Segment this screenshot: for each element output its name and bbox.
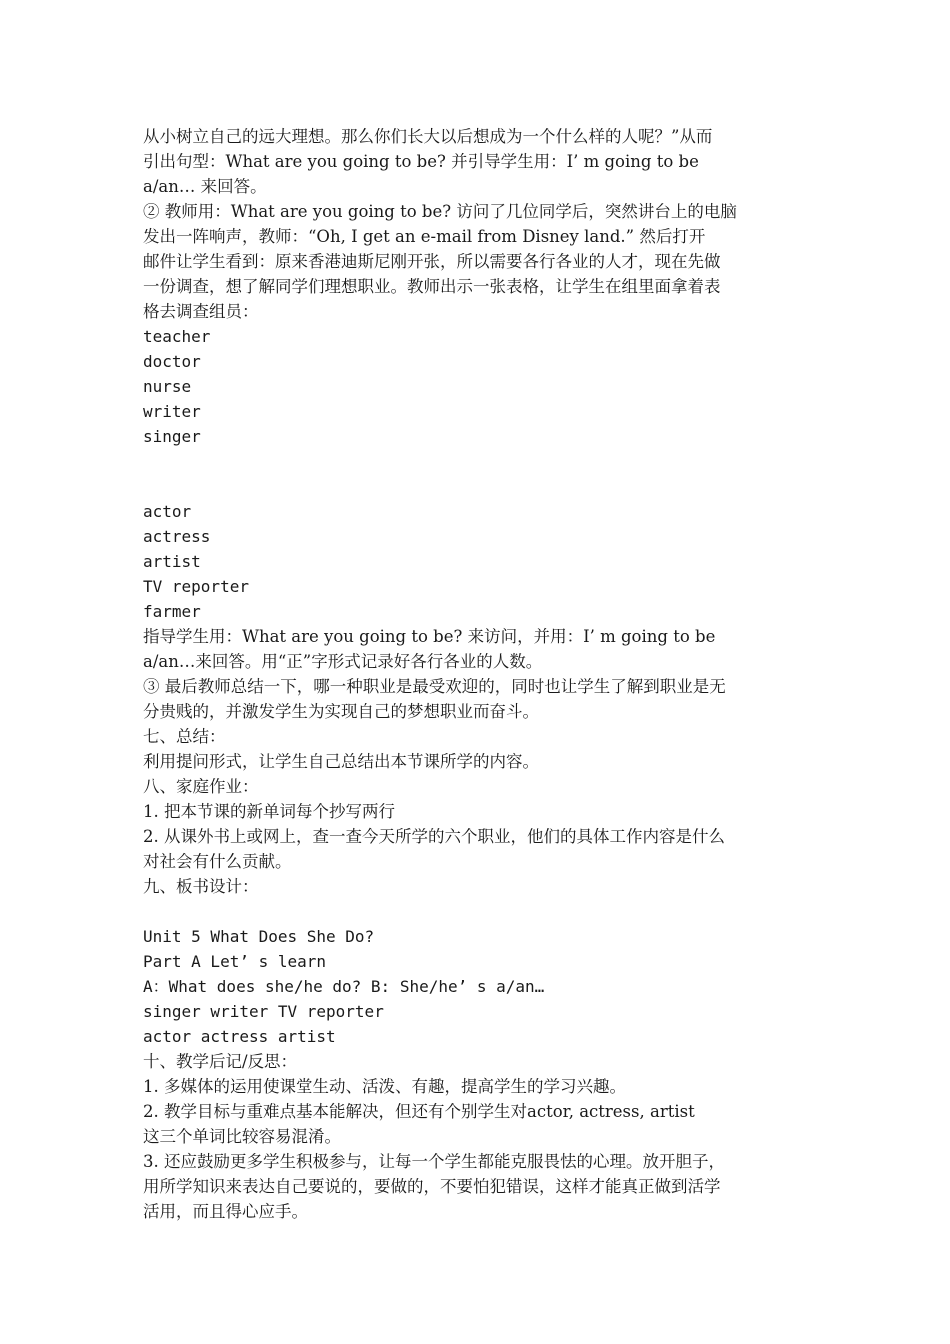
body-line: 利用提问形式，让学生自己总结出本节课所学的内容。 bbox=[143, 752, 539, 771]
section-heading-reflection: 十、教学后记/反思： bbox=[143, 1052, 298, 1071]
job-item: writer bbox=[143, 402, 201, 421]
intro-line: 引出句型：What are you going to be? 并引导学生用：I’ m going to be bbox=[143, 152, 699, 171]
intro-section bbox=[143, 124, 811, 324]
board-line: singer writer TV reporter bbox=[143, 1002, 384, 1021]
intro-line: 发出一阵响声，教师：“Oh, I get an e-mail from Disney land.” 然后打开 bbox=[143, 227, 706, 246]
job-item: farmer bbox=[143, 602, 201, 621]
body-line: 分贵贱的，并激发学生为实现自己的梦想职业而奋斗。 bbox=[143, 702, 539, 721]
reflection-item: 3. 还应鼓励更多学生积极参与，让每一个学生都能克服畏怯的心理。放开胆子， bbox=[143, 1152, 725, 1171]
body-line: ③ 最后教师总结一下，哪一种职业是最受欢迎的，同时也让学生了解到职业是无 bbox=[143, 677, 726, 696]
job-list-1 bbox=[143, 324, 811, 449]
section-heading-homework: 八、家庭作业： bbox=[143, 777, 259, 796]
spacer bbox=[143, 474, 811, 499]
board-line: actor actress artist bbox=[143, 1027, 336, 1046]
reflection-item: 1. 多媒体的运用使课堂生动、活泼、有趣，提高学生的学习兴趣。 bbox=[143, 1077, 626, 1096]
intro-line: a/an… 来回答。 bbox=[143, 177, 267, 196]
intro-line: 格去调查组员： bbox=[143, 302, 259, 321]
body-line: a/an…来回答。用“正”字形式记录好各行各业的人数。 bbox=[143, 652, 543, 671]
intro-line: 从小树立自己的远大理想。那么你们长大以后想成为一个什么样的人呢？”从而 bbox=[143, 127, 713, 146]
homework-item: 1. 把本节课的新单词每个抄写两行 bbox=[143, 802, 395, 821]
job-list-2 bbox=[143, 499, 811, 624]
reflection-item: 用所学知识来表达自己要说的，要做的，不要怕犯错误，这样才能真正做到活学 bbox=[143, 1177, 721, 1196]
job-item: nurse bbox=[143, 377, 192, 396]
job-item: TV reporter bbox=[143, 577, 249, 596]
section-heading-board-design: 九、板书设计： bbox=[143, 877, 259, 896]
job-item: doctor bbox=[143, 352, 201, 371]
reflection-item: 活用，而且得心应手。 bbox=[143, 1202, 308, 1221]
reflection-section bbox=[143, 1049, 811, 1224]
body-line: 指导学生用：What are you going to be? 来访问，并用：I’ m going to be bbox=[143, 627, 716, 646]
body-section bbox=[143, 624, 811, 899]
job-item: artist bbox=[143, 552, 201, 571]
board-design bbox=[143, 924, 811, 1049]
spacer bbox=[143, 449, 811, 474]
board-line: Unit 5 What Does She Do? bbox=[143, 927, 375, 946]
reflection-item: 这三个单词比较容易混淆。 bbox=[143, 1127, 341, 1146]
section-heading-summary: 七、总结： bbox=[143, 727, 226, 746]
job-item: teacher bbox=[143, 327, 211, 346]
job-item: singer bbox=[143, 427, 201, 446]
board-line: A：What does she/he do? B: She/he’ s a/an… bbox=[143, 977, 545, 996]
intro-line: 邮件让学生看到：原来香港迪斯尼刚开张，所以需要各行各业的人才，现在先做 bbox=[143, 252, 721, 271]
intro-line: 一份调查，想了解同学们理想职业。教师出示一张表格，让学生在组里面拿着表 bbox=[143, 277, 721, 296]
intro-line: ② 教师用：What are you going to be? 访问了几位同学后，突然讲台上的电脑 bbox=[143, 202, 737, 221]
reflection-item: 2. 教学目标与重难点基本能解决，但还有个别学生对actor, actress, artist bbox=[143, 1102, 695, 1121]
homework-item: 对社会有什么贡献。 bbox=[143, 852, 292, 871]
spacer bbox=[143, 899, 811, 924]
homework-item: 2. 从课外书上或网上，查一查今天所学的六个职业，他们的具体工作内容是什么 bbox=[143, 827, 725, 846]
document-page bbox=[143, 124, 811, 1224]
job-item: actress bbox=[143, 527, 211, 546]
job-item: actor bbox=[143, 502, 192, 521]
board-line: Part A Let’ s learn bbox=[143, 952, 327, 971]
